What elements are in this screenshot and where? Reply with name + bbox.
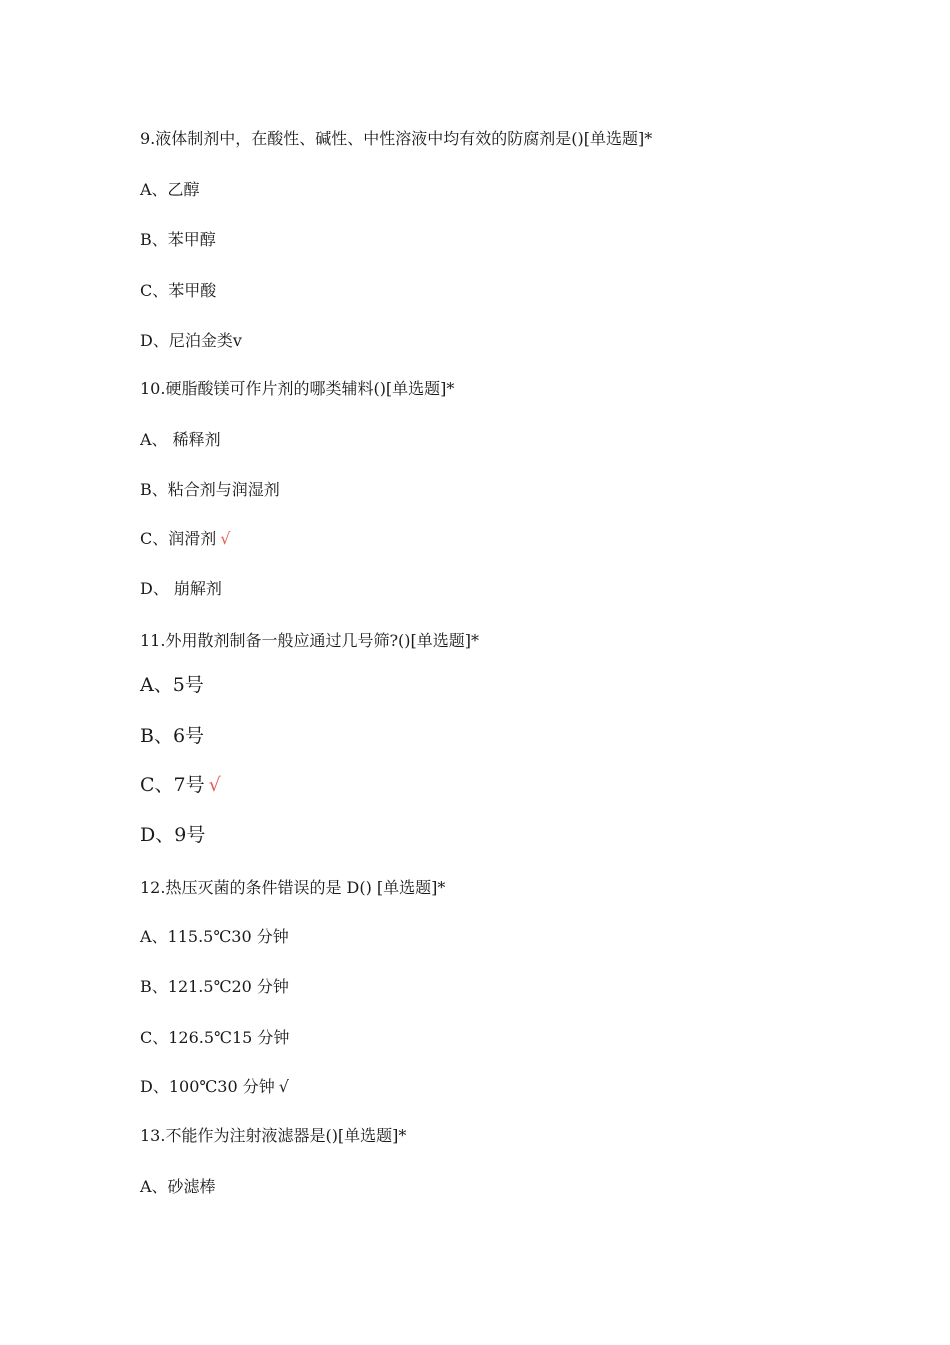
question-12-option-d — [140, 1076, 289, 1098]
question-11-stem: 11.外用散剂制备一般应通过几号筛?()[单选题]* — [140, 631, 479, 650]
question-10-option-d: D、 崩解剂 — [140, 579, 222, 598]
question-13-option-a: A、砂滤棒 — [140, 1177, 216, 1196]
question-10-option-c — [140, 528, 230, 550]
question-9-option-c: C、苯甲酸 — [140, 281, 217, 300]
question-10-stem: 10.硬脂酸镁可作片剂的哪类辅料()[单选题]* — [140, 379, 455, 398]
question-9-option-b: B、苯甲醇 — [140, 230, 216, 249]
question-11-option-c — [140, 772, 221, 798]
question-13-stem: 13.不能作为注射液滤器是()[单选题]* — [140, 1126, 407, 1145]
checkmark-icon: √ — [278, 1077, 289, 1096]
question-9-option-d: D、尼泊金类v — [140, 331, 242, 350]
question-10-option-b: B、粘合剂与润湿剂 — [140, 480, 280, 499]
question-11-option-b: B、6号 — [140, 725, 205, 747]
checkmark-icon: √ — [208, 774, 221, 796]
option-text: C、7号 — [140, 774, 205, 796]
question-12-option-a: A、115.5℃30 分钟 — [140, 927, 289, 946]
option-text: C、润滑剂 — [140, 529, 217, 548]
question-12-option-b: B、121.5℃20 分钟 — [140, 977, 289, 996]
question-12-stem: 12.热压灭菌的条件错误的是 D() [单选题]* — [140, 878, 446, 897]
question-11-option-d: D、9号 — [140, 824, 206, 846]
question-11-option-a: A、5号 — [140, 674, 204, 696]
question-12-option-c: C、126.5℃15 分钟 — [140, 1028, 290, 1047]
option-text: D、100℃30 分钟 — [140, 1077, 275, 1096]
checkmark-icon: √ — [220, 529, 231, 548]
question-9-stem: 9.液体制剂中，在酸性、碱性、中性溶液中均有效的防腐剂是()[单选题]* — [140, 129, 653, 148]
question-9-option-a: A、乙醇 — [140, 180, 200, 199]
question-10-option-a: A、 稀释剂 — [140, 430, 221, 449]
